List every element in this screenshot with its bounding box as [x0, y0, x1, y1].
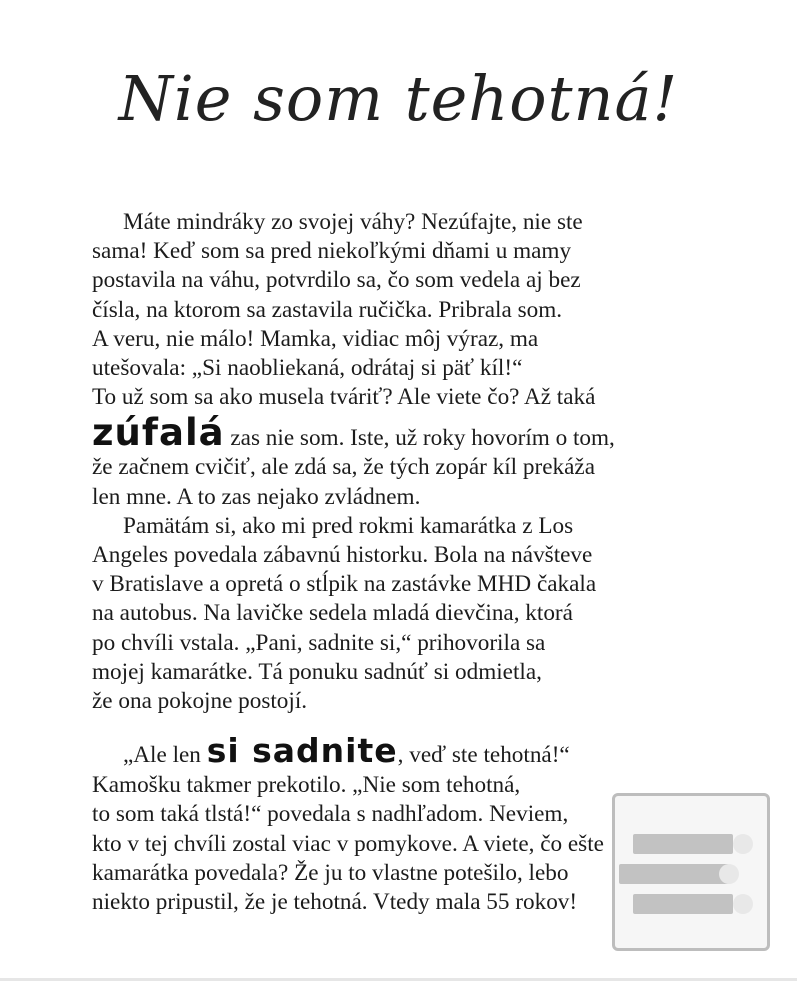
watermark-bar — [633, 834, 733, 854]
watermark-notch — [733, 894, 753, 914]
text-line-emphasis — [92, 412, 702, 453]
text-line: že ona pokojne postojí. — [92, 688, 308, 715]
text-line: po chvíli vstala. „Pani, sadnite si,“ prihovorila sa — [92, 629, 546, 656]
text-line: to som taká tlstá!“ povedala s nadhľadom. Neviem, — [92, 801, 569, 828]
watermark-notch — [733, 834, 753, 854]
text-line: A veru, nie málo! Mamka, vidiac môj výraz, ma — [92, 325, 539, 352]
text-line-emphasis — [92, 730, 702, 771]
text-line: v Bratislave a opretá o stĺpik na zastávke MHD čakala — [92, 571, 597, 598]
text-line: kamarátka povedala? Že ju to vlastne potešilo, lebo — [92, 859, 569, 886]
text-line: Pamätám si, ako mi pred rokmi kamarátka z Los — [123, 512, 574, 539]
text-line: na autobus. Na lavičke sedela mladá dievčina, ktorá — [92, 600, 573, 627]
text-line: Máte mindráky zo svojej váhy? Nezúfajte, nie ste — [123, 209, 583, 235]
article-body — [92, 208, 702, 917]
text-line: kto v tej chvíli zostal viac v pomykove. A viete, čo ešte — [92, 830, 604, 857]
text-line: utešovala: „Si naobliekaná, odrátaj si päť kíl!“ — [92, 355, 523, 382]
watermark-bar — [619, 864, 729, 884]
watermark-bar — [633, 894, 733, 914]
text-fragment: , veď ste tehotná!“ — [397, 742, 570, 769]
text-line: mojej kamarátke. Tá ponuku sadnúť si odmietla, — [92, 658, 542, 685]
text-fragment: „Ale len — [123, 742, 207, 769]
text-line: To už som sa ako musela tváriť? Ale viete čo? Až taká — [92, 384, 596, 411]
text-line: len mne. A to zas nejako zvládnem. — [92, 483, 421, 510]
text-line: čísla, na ktorom sa zastavila ručička. Pribrala som. — [92, 296, 563, 323]
emphasis-word: si sadnite — [206, 731, 398, 771]
text-line: niekto pripustil, že je tehotná. Vtedy mala 55 rokov! — [92, 889, 578, 916]
watermark-notch — [719, 864, 739, 884]
text-line: sama! Keď som sa pred niekoľkými dňami u mamy — [92, 238, 572, 265]
emphasis-word: zúfalá — [92, 411, 225, 455]
text-line: Angeles povedala zábavnú historku. Bola na návšteve — [92, 542, 593, 569]
text-line: postavila na váhu, potvrdilo sa, čo som vedela aj bez — [92, 267, 581, 294]
text-line: Kamošku takmer prekotilo. „Nie som tehotná, — [92, 772, 521, 799]
book-stack-icon — [612, 793, 770, 951]
text-line: že začnem cvičiť, ale zdá sa, že tých zopár kíl prekáža — [92, 454, 595, 481]
page-title: Nie som tehotná! — [118, 62, 679, 135]
text-fragment: zas nie som. Iste, už roky hovorím o tom, — [224, 425, 615, 452]
